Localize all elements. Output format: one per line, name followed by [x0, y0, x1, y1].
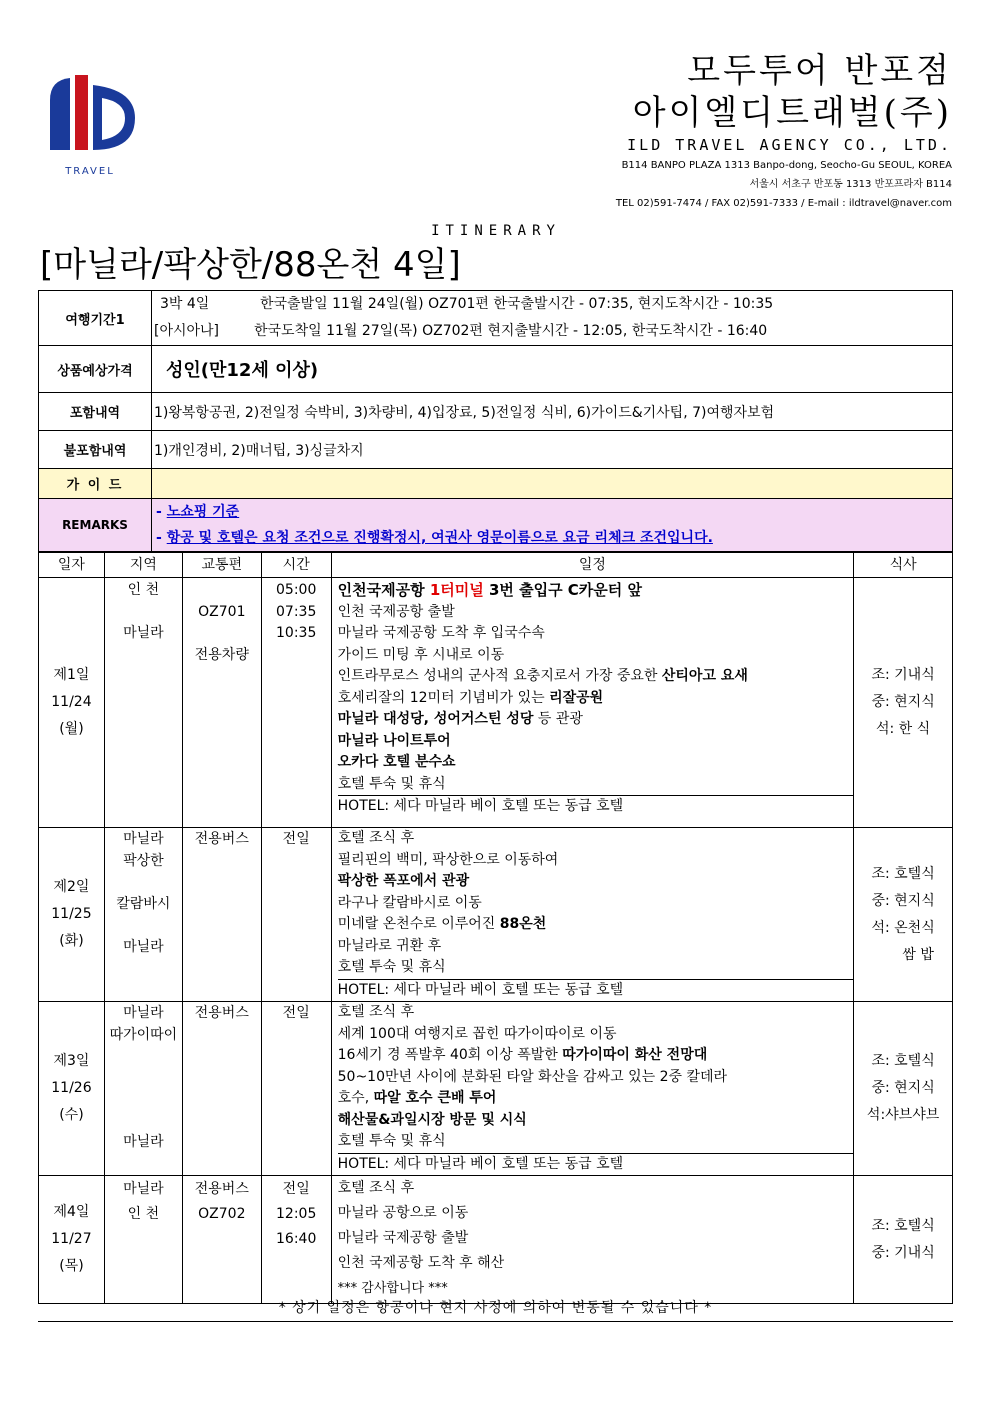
day1-schedule: 인천국제공항 1터미널 3번 출입구 C카운터 앞 인천 국제공항 출발 마닐라 국제공항 도착 후 입국수속 가이드 미팅 후 시내로 이동 인트라무로스 성내의 군사적 요충지로서 가장 중요한 산티아고 요새 호세리잘의 12미터 기념비가 있는 리잘공원 마닐라 대성당, 성어거스틴 성당 등 관광 마닐라 나이트투어 오카다 호텔 분수쇼 호텔 투숙 및 휴식 HOTEL: 세다 마닐라 베이 호텔 또는 동급 호텔	[331, 578, 854, 828]
day4-times: 전일 12:05 16:40	[261, 1176, 331, 1304]
include-row	[39, 393, 953, 431]
logo-shape-right	[93, 85, 135, 150]
guide-label: 가 이 드	[39, 469, 152, 499]
day-row-1	[39, 578, 953, 828]
day1-meals: 조: 기내식 중: 현지식 석: 한 식	[854, 578, 953, 828]
day3-transport: 전용버스	[182, 1002, 261, 1176]
exclude-label: 불포함내역	[39, 431, 152, 469]
day4-regions: 마닐라 인 천	[104, 1176, 182, 1304]
day1-regions: 인 천 마닐라	[104, 578, 182, 828]
company-name-ko-2: 아이엘디트래벌(주)	[632, 93, 952, 133]
exclude-row	[39, 431, 953, 469]
logo-sub-text: TRAVEL	[65, 166, 115, 177]
header-transport: 교통편	[182, 553, 261, 578]
day2-schedule: 호텔 조식 후 필리핀의 백미, 팍상한으로 이동하여 팍상한 폭포에서 관광 라구나 칼람바시로 이동 미네랄 온천수로 이루어진 88온천 마닐라로 귀환 후 호텔 투숙 및 휴식 HOTEL: 세다 마닐라 베이 호텔 또는 동급 호텔	[331, 828, 854, 1002]
day4-transport: 전용버스 OZ702	[182, 1176, 261, 1304]
header-time: 시간	[261, 553, 331, 578]
period-airline: [아시아나]	[154, 323, 220, 339]
day3-date: 제3일 11/26 (수)	[39, 1002, 105, 1176]
day-row-2	[39, 828, 953, 1002]
remark-booking: 항공 및 호텔은 요청 조건으로 진행확정시, 여권사 영문이름으로 요금 리체크 조건입니다.	[166, 530, 713, 546]
company-address-en: B114 BANPO PLAZA 1313 Banpo-dong, Seocho-Gu SEOUL, KOREA	[621, 160, 952, 171]
remarks-label: REMARKS	[39, 499, 152, 552]
remark-dash-2: -	[156, 530, 162, 546]
day1-transport: OZ701 전용차량	[182, 578, 261, 828]
day3-regions: 마닐라 따가이따이 마닐라	[104, 1002, 182, 1176]
company-name-en: ILD TRAVEL AGENCY CO., LTD.	[627, 136, 952, 154]
schedule-table	[38, 552, 953, 1304]
company-contact: TEL 02)591-7474 / FAX 02)591-7333 / E-mail : ildtravel@naver.com	[615, 198, 952, 209]
company-header	[616, 50, 952, 213]
day3-hotel: HOTEL: 세다 마닐라 베이 호텔 또는 동급 호텔	[338, 1153, 854, 1176]
day-row-3	[39, 1002, 953, 1176]
day2-hotel: HOTEL: 세다 마닐라 베이 호텔 또는 동급 호텔	[338, 979, 854, 1002]
day1-hotel: HOTEL: 세다 마닐라 베이 호텔 또는 동급 호텔	[338, 795, 854, 818]
company-address-ko: 서울시 서초구 반포동 1313 반포프라자 B114	[749, 179, 952, 190]
day3-time: 전일	[261, 1002, 331, 1176]
day4-meals: 조: 호텔식 중: 기내식	[854, 1176, 953, 1304]
page-title: [마닐라/팍상한/88온천 4일]	[40, 245, 461, 285]
logo-shape-left	[50, 78, 70, 150]
day3-schedule: 호텔 조식 후 세계 100대 여행지로 꼽힌 따가이따이로 이동 16세기 경 폭발후 40회 이상 폭발한 따가이따이 화산 전망대 50~10만년 사이에 분화된 타알 화산을 감싸고 있는 2중 칼데라 호수, 따알 호수 큰배 투어 해산물&과일시장 방문 및 시식 호텔 투숙 및 휴식 HOTEL: 세다 마닐라 베이 호텔 또는 동급 호텔	[331, 1002, 854, 1176]
schedule-header-row	[39, 553, 953, 578]
exclude-value: 1)개인경비, 2)매너팁, 3)싱글차지	[152, 431, 953, 469]
info-table	[38, 290, 953, 552]
guide-row	[39, 469, 953, 499]
day1-times: 05:00 07:35 10:35	[261, 578, 331, 828]
header-schedule: 일정	[331, 553, 854, 578]
day-row-4	[39, 1176, 953, 1304]
period-nights: 3박 4일	[160, 296, 210, 312]
company-name-ko: 모두투어 반포점	[687, 51, 952, 91]
company-logo	[40, 70, 140, 180]
guide-value	[152, 469, 953, 499]
logo-shape-mid	[75, 75, 88, 150]
day4-schedule: 호텔 조식 후 마닐라 공항으로 이동 마닐라 국제공항 출발 인천 국제공항 도착 후 해산 *** 감사합니다 ***	[331, 1176, 854, 1304]
day2-time: 전일	[261, 828, 331, 1002]
include-value: 1)왕복항공권, 2)전일정 숙박비, 3)차량비, 4)입장료, 5)전일정 식비, 6)가이드&기사팁, 7)여행자보험	[152, 393, 953, 431]
day2-meals: 조: 호텔식 중: 현지식 석: 온천식 쌈 밥	[854, 828, 953, 1002]
footnote: * 상기 일정은 항공이나 현지 사정에 의하여 변동될 수 있습니다 *	[38, 1297, 953, 1322]
price-row	[39, 346, 953, 393]
day2-regions: 마닐라 팍상한 칼람바시 마닐라	[104, 828, 182, 1002]
day4-date: 제4일 11/27 (목)	[39, 1176, 105, 1304]
day2-transport: 전용버스	[182, 828, 261, 1002]
price-value: 성인(만12세 이상)	[152, 346, 953, 393]
itinerary-label: ITINERARY	[431, 223, 561, 239]
period-departure: 한국출발일 11월 24일(월) OZ701편 한국출발시간 - 07:35, 현지도착시간 - 10:35	[260, 296, 774, 312]
day1-date: 제1일 11/24 (월)	[39, 578, 105, 828]
price-label: 상품예상가격	[39, 346, 152, 393]
remark-no-shopping: 노쇼핑 기준	[166, 504, 240, 520]
day3-meals: 조: 호텔식 중: 현지식 석:샤브샤브	[854, 1002, 953, 1176]
header-meal: 식사	[854, 553, 953, 578]
include-label: 포함내역	[39, 393, 152, 431]
period-row	[39, 291, 953, 346]
day2-date: 제2일 11/25 (화)	[39, 828, 105, 1002]
header-region: 지역	[104, 553, 182, 578]
period-label: 여행기간1	[39, 291, 152, 346]
header-day: 일자	[39, 553, 105, 578]
remark-dash-1: -	[156, 504, 162, 520]
remarks-row	[39, 499, 953, 552]
period-return: 한국도착일 11월 27일(목) OZ702편 현지출발시간 - 12:05, 한국도착시간 - 16:40	[254, 323, 768, 339]
